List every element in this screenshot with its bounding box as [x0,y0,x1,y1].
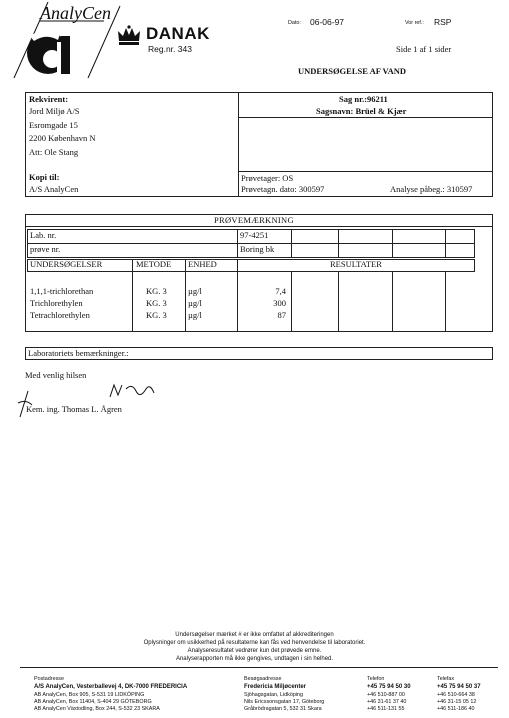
col-resultater: RESULTATER [330,259,382,269]
footer-fax: +46 31-15 05 12 [437,699,477,705]
footer-postal: AB AnalyCen Växtodling, Box 244, S-532 23 SKARA [34,706,160,712]
sample-number-label: prøve nr. [30,244,61,254]
table-row-analyte: Tetrachlorethylen [30,310,90,320]
footer-visit: Sjöhagsgatan, Lidköping [244,692,304,698]
signature-name: Kem. ing. Thomas L. Ågren [26,404,122,414]
table-row-method: KG. 3 [146,310,167,320]
table-row-method: KG. 3 [146,298,167,308]
footer-visit: Fredericia Miljøcenter [244,684,307,690]
footer-fax: +46 511-186 40 [437,706,475,712]
footnote-line: Oplysninger om usikkerhed på resultaterne kan fås ved henvendelse til laboratoriet. [143,640,366,646]
footer-phone: +46 511-131 55 [367,706,405,712]
logo-wordmark: AnalyCen [40,3,111,23]
analysis-start: Analyse påbeg.: 310597 [390,184,473,194]
col-enhed: ENHED [188,259,217,269]
ref-label: Vor ref.: [405,20,424,26]
client-address-line: Att: Ole Stang [29,147,79,157]
footer-header: Postadresse [34,676,64,682]
table-row-analyte: Trichlorethylen [30,298,83,308]
greeting: Med venlig hilsen [25,370,87,380]
footer-header: Telefon [367,676,385,682]
table-row-unit: µg/l [188,310,202,320]
footnote-line: Analyserapporten må ikke gengives, undtagen i sin helhed. [175,656,334,662]
footer-visit: Gråbrödragatan 5, 532 31 Skara [244,706,322,712]
handwritten-signature [14,381,164,421]
footer-fax: +45 75 94 50 37 [437,684,481,690]
case-name: Sagsnavn: Brüel & Kjær [316,106,407,116]
col-undersogelser: UNDERSØGELSER [30,259,103,269]
footer-postal: AB AnalyCen, Box 11404, S-404 29 GÖTEBORG [34,699,152,705]
crown-icon [116,25,142,47]
client-address-line: 2200 København N [29,133,96,143]
page-number: Side 1 af 1 sider [396,44,452,54]
footer-phone: +46 510-887 00 [367,692,405,698]
footer-divider [20,667,498,668]
table-row-unit: µg/l [188,298,202,308]
footnote-line: Undersøgelser mærket # er ikke omfattet af akkrediteringen [175,632,334,638]
table-row-result: 87 [277,310,286,320]
danak-reg: Reg.nr. 343 [148,44,192,54]
sampling-date: Prøvetagn. dato: 300597 [241,184,325,194]
table-row-analyte: 1,1,1-trichlorethan [30,286,94,296]
footer-postal: A/S AnalyCen, Vesterballevej 4, DK-7000 FREDERICIA [34,684,188,690]
footer-phone: +46 31-61 37 40 [367,699,407,705]
lab-number-label: Lab. nr. [30,230,57,240]
kopi-value: A/S AnalyCen [29,184,79,194]
table-row-result: 300 [273,298,286,308]
col-metode: METODE [136,259,172,269]
sampler: Prøvetager: OS [241,173,294,183]
ref-value: RSP [434,17,452,27]
remarks-label: Laboratoriets bemærkninger.: [28,348,129,358]
document-title: UNDERSØGELSE AF VAND [298,66,407,76]
dato-label: Dato: [288,20,301,26]
footer-phone: +45 75 94 50 30 [367,684,411,690]
case-number: Sag nr.:96211 [339,94,388,104]
footer-visit: Nils Ericssonsgatan 17, Göteborg [244,699,325,705]
table-row-method: KG. 3 [146,286,167,296]
table-row-unit: µg/l [188,286,202,296]
footnote-line: Analyseresultatet vedrører kun det prøvede emne. [187,648,322,654]
rekvirent-label: Rekvirent: [29,94,69,104]
kopi-label: Kopi til: [29,172,60,182]
client-address-line: Jord Miljø A/S [29,106,80,116]
lab-number-value: 97-4251 [240,230,269,240]
table-row-result: 7,4 [275,286,286,296]
client-address-line: Esromgade 15 [29,120,78,130]
sample-table-title: PRØVEMÆRKNING [214,215,294,225]
footer-postal: AB AnalyCen, Box 905, S-531 19 LIDKÖPING [34,692,145,698]
footer-fax: +46 510-664 38 [437,692,475,698]
dato-value: 06-06-97 [310,17,345,27]
danak-name: DANAK [146,24,210,43]
footer-header: Besøgsadresse [244,676,282,682]
footer-header: Telefax [437,676,455,682]
sample-number-value: Boring bk [240,244,275,254]
